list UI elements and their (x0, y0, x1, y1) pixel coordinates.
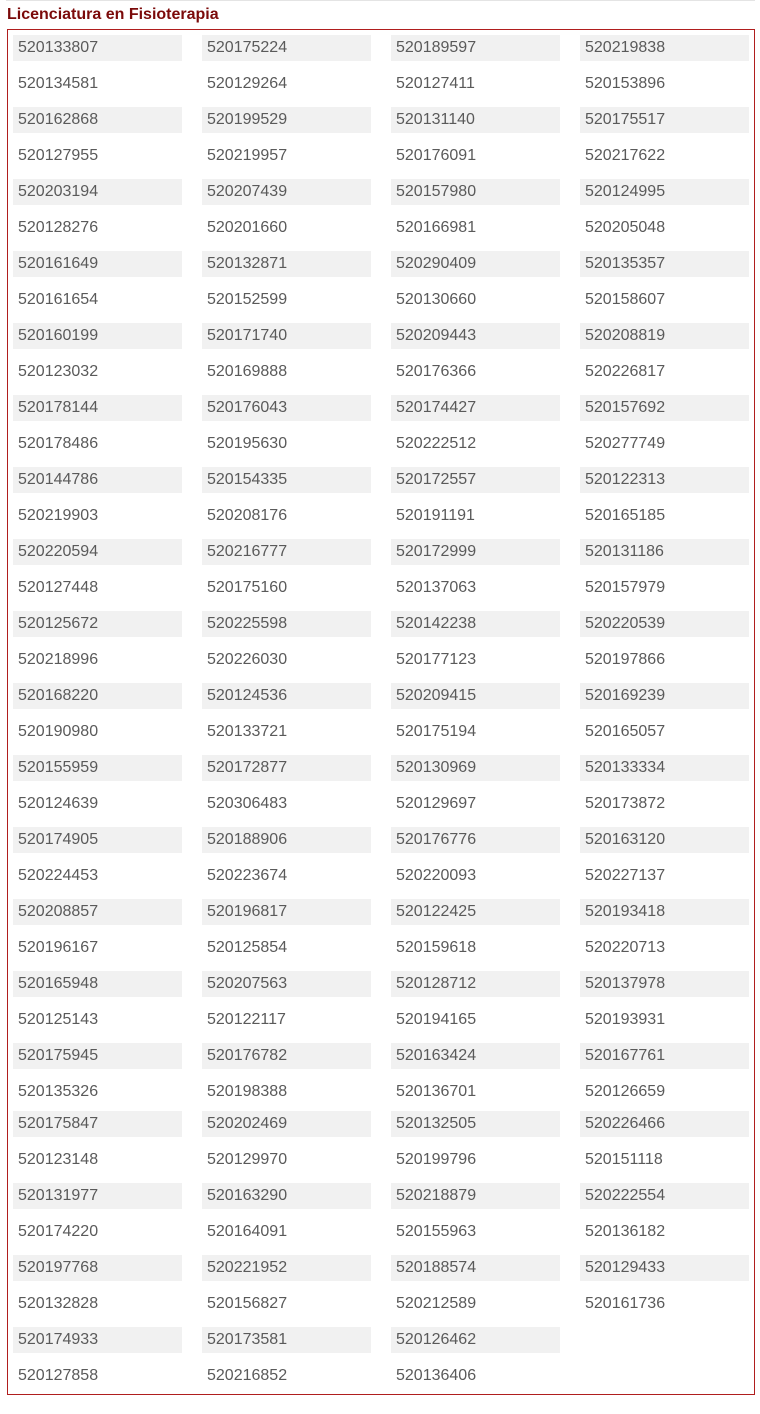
student-id-cell: 520132871 (202, 251, 371, 277)
student-id-cell: 520195630 (207, 435, 288, 452)
student-id-cell: 520223674 (207, 867, 288, 884)
student-id-cell: 520127448 (18, 579, 99, 596)
student-id-cell: 520125854 (207, 939, 288, 956)
student-id-cell: 520168220 (13, 683, 182, 709)
student-id-cell: 520159618 (396, 939, 477, 956)
student-id-cell: 520129264 (207, 75, 288, 92)
student-id-cell: 520218879 (391, 1183, 560, 1209)
student-id-cell: 520172557 (391, 467, 560, 493)
student-id-cell: 520164091 (207, 1223, 288, 1240)
student-id-cell: 520205048 (585, 219, 666, 236)
student-id-cell: 520172999 (391, 539, 560, 565)
student-id-cell: 520188574 (391, 1255, 560, 1281)
student-id-cell: 520224453 (18, 867, 99, 884)
student-id-cell: 520127858 (18, 1367, 99, 1384)
student-id-cell: 520136406 (396, 1367, 477, 1384)
student-id-cell: 520222554 (580, 1183, 749, 1209)
student-id-cell: 520226030 (207, 651, 288, 668)
student-id-cell: 520157980 (391, 179, 560, 205)
student-id-cell: 520197866 (585, 651, 666, 668)
student-id-cell: 520167761 (580, 1043, 749, 1069)
student-id-cell: 520165057 (585, 723, 666, 740)
student-id-cell: 520220594 (13, 539, 182, 565)
student-id-cell: 520132505 (391, 1111, 560, 1137)
student-id-cell: 520161649 (13, 251, 182, 277)
student-id-cell: 520129433 (580, 1255, 749, 1281)
student-id-cell: 520193931 (585, 1011, 666, 1028)
student-id-cell: 520122117 (207, 1011, 286, 1028)
student-id-cell: 520129970 (207, 1151, 288, 1168)
student-id-cell: 520122425 (391, 899, 560, 925)
student-id-cell: 520175224 (202, 35, 371, 61)
student-id-cell: 520134581 (18, 75, 99, 92)
student-id-cell: 520171740 (202, 323, 371, 349)
student-id-cell: 520208819 (580, 323, 749, 349)
student-id-cell: 520133334 (580, 755, 749, 781)
student-id-cell: 520193418 (580, 899, 749, 925)
student-id-cell: 520160199 (13, 323, 182, 349)
student-id-cell: 520131977 (13, 1183, 182, 1209)
student-id-cell: 520173872 (585, 795, 666, 812)
student-id-cell: 520202469 (202, 1111, 371, 1137)
student-id-cell: 520123032 (18, 363, 99, 380)
student-id-cell: 520209443 (391, 323, 560, 349)
student-id-cell: 520161736 (585, 1295, 666, 1312)
section-title: Licenciatura en Fisioterapia (7, 6, 219, 23)
student-id-cell: 520196817 (202, 899, 371, 925)
student-id-cell: 520218996 (18, 651, 99, 668)
student-id-cell: 520161654 (18, 291, 99, 308)
student-id-cell: 520306483 (207, 795, 288, 812)
student-id-cell: 520124995 (580, 179, 749, 205)
student-id-cell: 520136701 (396, 1083, 477, 1100)
student-id-cell: 520130660 (396, 291, 477, 308)
student-id-cell: 520172877 (202, 755, 371, 781)
student-id-cell: 520135326 (18, 1083, 99, 1100)
student-id-cell: 520209415 (391, 683, 560, 709)
student-id-cell: 520128276 (18, 219, 99, 236)
student-id-cell: 520178486 (18, 435, 99, 452)
student-id-cell: 520219957 (207, 147, 288, 164)
student-id-cell: 520157979 (585, 579, 666, 596)
student-id-cell: 520216777 (202, 539, 371, 565)
student-id-cell: 520173581 (202, 1327, 371, 1353)
student-id-cell: 520127955 (18, 147, 99, 164)
student-id-cell: 520135357 (580, 251, 749, 277)
student-id-cell: 520128712 (391, 971, 560, 997)
student-id-cell: 520166981 (396, 219, 477, 236)
student-id-cell: 520290409 (391, 251, 560, 277)
student-id-cell: 520162868 (13, 107, 182, 133)
student-id-cell: 520207563 (202, 971, 371, 997)
student-id-cell: 520125143 (18, 1011, 99, 1028)
student-id-cell: 520163120 (580, 827, 749, 853)
student-id-cell: 520137063 (396, 579, 477, 596)
student-id-cell: 520124536 (202, 683, 371, 709)
student-id-cell: 520129697 (396, 795, 477, 812)
student-id-cell: 520208857 (13, 899, 182, 925)
student-id-cell: 520188906 (202, 827, 371, 853)
student-id-cell: 520220713 (585, 939, 666, 956)
student-id-cell: 520136182 (585, 1223, 666, 1240)
student-id-cell: 520225598 (202, 611, 371, 637)
student-id-cell: 520216852 (207, 1367, 288, 1384)
student-id-cell: 520133721 (207, 723, 288, 740)
student-id-cell: 520177123 (396, 651, 477, 668)
student-id-cell: 520277749 (585, 435, 666, 452)
student-id-cell: 520222512 (396, 435, 477, 452)
student-id-cell: 520175194 (396, 723, 477, 740)
student-id-cell: 520169239 (580, 683, 749, 709)
student-id-cell: 520126462 (391, 1327, 560, 1353)
top-divider (6, 0, 755, 1)
student-id-cell: 520163424 (391, 1043, 560, 1069)
student-id-cell: 520142238 (391, 611, 560, 637)
student-id-cell: 520165948 (13, 971, 182, 997)
student-id-cell: 520219903 (18, 507, 99, 524)
student-id-cell: 520178144 (13, 395, 182, 421)
student-id-cell: 520227137 (585, 867, 666, 884)
student-id-cell: 520226466 (580, 1111, 749, 1137)
student-id-cell: 520197768 (13, 1255, 182, 1281)
student-id-cell: 520217622 (585, 147, 666, 164)
student-id-cell: 520174933 (13, 1327, 182, 1353)
student-id-cell: 520219838 (580, 35, 749, 61)
student-id-cell: 520176782 (202, 1043, 371, 1069)
student-id-cell: 520198388 (207, 1083, 288, 1100)
student-id-cell: 520130969 (391, 755, 560, 781)
student-id-cell: 520165185 (585, 507, 666, 524)
student-id-cell: 520157692 (580, 395, 749, 421)
student-id-cell: 520174427 (391, 395, 560, 421)
student-id-cell: 520133807 (13, 35, 182, 61)
student-id-cell: 520191191 (396, 507, 475, 524)
student-id-cell: 520189597 (391, 35, 560, 61)
student-id-cell: 520190980 (18, 723, 99, 740)
student-id-cell: 520196167 (18, 939, 99, 956)
student-id-cell: 520163290 (202, 1183, 371, 1209)
student-id-cell: 520176091 (396, 147, 477, 164)
student-id-cell: 520156827 (207, 1295, 288, 1312)
student-id-cell: 520144786 (13, 467, 182, 493)
student-id-cell: 520175945 (13, 1043, 182, 1069)
student-id-cell: 520226817 (585, 363, 666, 380)
student-id-cell: 520176043 (202, 395, 371, 421)
student-id-cell: 520123148 (18, 1151, 99, 1168)
student-id-cell: 520155963 (396, 1223, 477, 1240)
student-id-cell: 520208176 (207, 507, 288, 524)
student-id-cell: 520131186 (580, 539, 749, 565)
student-id-cell: 520207439 (202, 179, 371, 205)
student-id-cell: 520154335 (202, 467, 371, 493)
student-id-cell: 520175847 (13, 1111, 182, 1137)
student-id-cell: 520176366 (396, 363, 477, 380)
student-id-cell: 520176776 (391, 827, 560, 853)
student-id-cell: 520221952 (202, 1255, 371, 1281)
student-id-cell: 520127411 (396, 75, 475, 92)
student-id-cell: 520203194 (13, 179, 182, 205)
student-id-grid (7, 29, 755, 1395)
student-id-cell: 520174220 (18, 1223, 99, 1240)
student-id-cell: 520137978 (580, 971, 749, 997)
student-id-cell: 520175517 (580, 107, 749, 133)
student-id-cell: 520175160 (207, 579, 288, 596)
student-id-cell: 520124639 (18, 795, 99, 812)
student-id-cell: 520152599 (207, 291, 288, 308)
student-id-cell: 520199796 (396, 1151, 477, 1168)
student-id-cell: 520212589 (396, 1295, 477, 1312)
student-id-cell: 520220093 (396, 867, 477, 884)
student-id-cell: 520153896 (585, 75, 666, 92)
student-id-cell: 520201660 (207, 219, 288, 236)
student-id-cell: 520126659 (585, 1083, 666, 1100)
student-id-cell: 520125672 (13, 611, 182, 637)
student-id-cell: 520194165 (396, 1011, 477, 1028)
student-id-cell: 520155959 (13, 755, 182, 781)
student-id-cell: 520158607 (585, 291, 666, 308)
student-id-cell: 520151118 (585, 1151, 663, 1168)
student-id-cell: 520132828 (18, 1295, 99, 1312)
student-id-cell: 520169888 (207, 363, 288, 380)
student-id-cell: 520131140 (391, 107, 560, 133)
student-id-cell: 520199529 (202, 107, 371, 133)
student-id-cell: 520122313 (580, 467, 749, 493)
student-id-cell: 520174905 (13, 827, 182, 853)
student-id-cell: 520220539 (580, 611, 749, 637)
